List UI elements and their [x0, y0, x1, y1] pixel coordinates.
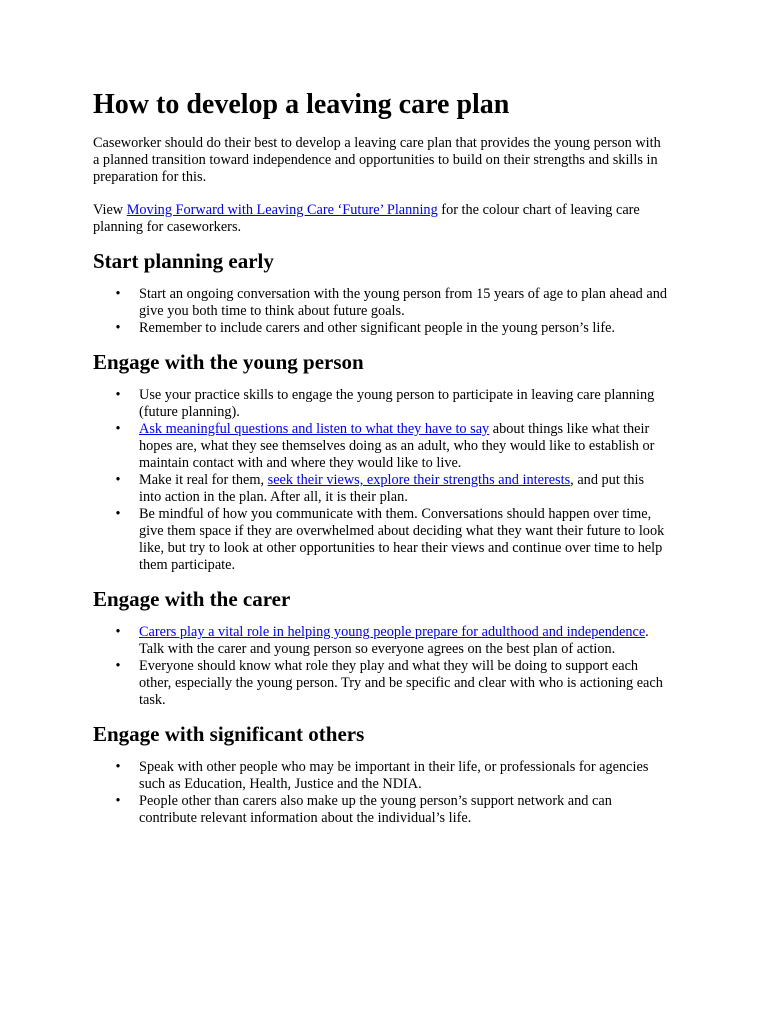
list-item — [93, 421, 668, 472]
document-page — [93, 88, 668, 839]
section-heading: Engage with significant others — [93, 722, 365, 746]
bullet-icon: • — [115, 658, 121, 674]
list-item-link[interactable]: seek their views, explore their strengths and interests — [267, 472, 571, 488]
list-item-text: Remember to include carers and other significant people in the young person’s life. — [139, 320, 616, 336]
list-item — [93, 506, 668, 574]
list-item-text: , and put this into action in the plan. After all, it is their plan. — [139, 472, 645, 505]
section-heading: Start planning early — [93, 249, 274, 273]
section-heading: Engage with the carer — [93, 587, 291, 611]
list-item — [93, 286, 668, 320]
bullet-icon: • — [115, 472, 121, 488]
list-item-text: Start an ongoing conversation with the young person from 15 years of age to plan ahead and give you both time to think about future goals. — [139, 286, 668, 319]
list-item — [93, 759, 668, 793]
list-item — [93, 320, 668, 337]
list-item-text: . Talk with the carer and young person so everyone agrees on the best plan of action. — [139, 624, 649, 657]
list-item — [93, 624, 668, 658]
list-item-text: People other than carers also make up the young person’s support network and can contribute relevant information about the individual’s life. — [139, 793, 612, 826]
bullet-icon: • — [115, 320, 121, 336]
list-item-text: Everyone should know what role they play and what they will be doing to support each other, especially the young person. Try and be specific and clear with who is actioning each task. — [139, 658, 663, 708]
list-item-text: about things like what their hopes are, what they see themselves doing as an adult, who they would like to establish or maintain contact with and where they would like to live. — [139, 421, 655, 471]
intro-paragraph: Caseworker should do their best to develop a leaving care plan that provides the young person with a planned transition toward independence and opportunities to build on their strengths and skills in preparation for this. — [93, 135, 661, 185]
list-item — [93, 658, 668, 709]
view-text-before: View — [93, 202, 127, 218]
list-item-text: Make it real for them, — [139, 472, 268, 488]
list-item — [93, 793, 668, 827]
bullet-icon: • — [115, 421, 121, 437]
list-item — [93, 387, 668, 421]
future-planning-link[interactable]: Moving Forward with Leaving Care ‘Future’ Planning — [126, 202, 438, 218]
page-title: How to develop a leaving care plan — [93, 89, 510, 120]
bullet-icon: • — [115, 759, 121, 775]
sections — [93, 248, 668, 827]
bullet-icon: • — [115, 624, 121, 640]
view-text-after: for the colour chart of leaving care planning for caseworkers. — [93, 202, 640, 235]
list-item — [93, 472, 668, 506]
bullet-icon: • — [115, 793, 121, 809]
list-item-link[interactable]: Carers play a vital role in helping young people prepare for adulthood and independence — [139, 624, 646, 640]
bullet-list — [93, 624, 668, 709]
bullet-icon: • — [115, 387, 121, 403]
bullet-icon: • — [115, 506, 121, 522]
bullet-list — [93, 759, 668, 827]
list-item-text: Use your practice skills to engage the young person to participate in leaving care planning (future planning). — [139, 387, 655, 420]
bullet-icon: • — [115, 286, 121, 302]
view-paragraph — [93, 202, 668, 236]
section-heading: Engage with the young person — [93, 350, 364, 374]
list-item-text: Be mindful of how you communicate with them. Conversations should happen over time, give them space if they are overwhelmed about deciding what they want their future to look like, but try to look at other opportunities to hear their views and continue over time to help them participate. — [139, 506, 665, 573]
bullet-list — [93, 387, 668, 574]
bullet-list — [93, 286, 668, 337]
list-item-link[interactable]: Ask meaningful questions and listen to what they have to say — [139, 421, 490, 437]
list-item-text: Speak with other people who may be important in their life, or professionals for agencies such as Education, Health, Justice and the NDIA. — [139, 759, 649, 792]
